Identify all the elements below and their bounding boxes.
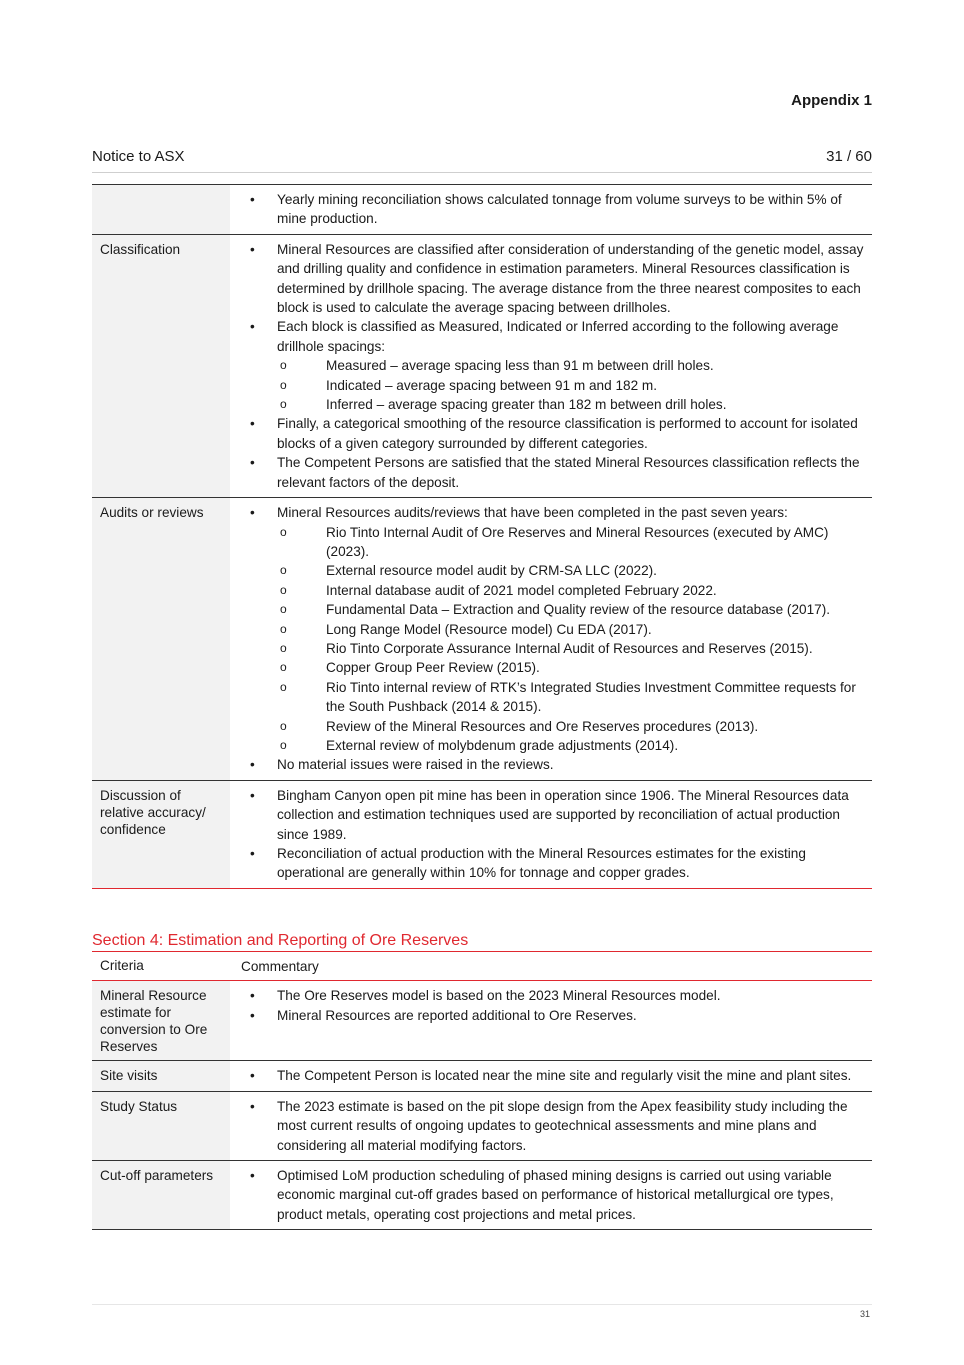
commentary-column-header: Commentary xyxy=(230,952,872,981)
criteria-column-header: Criteria xyxy=(92,952,230,981)
bullet-item xyxy=(241,755,866,774)
bullet-item xyxy=(241,1097,866,1155)
bullet-text: Yearly mining reconciliation shows calculated tonnage from volume surveys to be within 5% of mine production. xyxy=(277,192,842,227)
sub-bullet-item: o Rio Tinto Internal Audit of Ore Reserves and Mineral Resources (executed by AMC) (2023). xyxy=(277,523,866,562)
bullet-item xyxy=(241,786,866,844)
bullet-item xyxy=(241,986,866,1005)
table-header-row xyxy=(92,952,872,981)
criteria-cell: Audits or reviews xyxy=(92,498,230,781)
bullet-text: The Ore Reserves model is based on the 2023 Mineral Resources model. xyxy=(277,988,721,1004)
bullet-item xyxy=(241,844,866,883)
sub-bullet-item: o Copper Group Peer Review (2015). xyxy=(277,658,866,677)
sub-bullet-item: o External resource model audit by CRM-SA LLC (2022). xyxy=(277,561,866,580)
sub-bullet-item: o Rio Tinto Corporate Assurance Internal Audit of Resources and Reserves (2015). xyxy=(277,639,866,658)
criteria-cell: Discussion of relative accuracy/ confidence xyxy=(92,780,230,888)
sub-bullet-item: o Measured – average spacing less than 91 m between drill holes. xyxy=(277,356,866,375)
bullet-list xyxy=(241,1097,866,1155)
sub-bullet-item: o Indicated – average spacing between 91 m and 182 m. xyxy=(277,376,866,395)
bullet-list xyxy=(241,1166,866,1224)
table-row xyxy=(92,981,872,1061)
footer-divider xyxy=(92,1304,872,1305)
bullet-list xyxy=(241,986,866,1025)
bullet-list xyxy=(241,786,866,883)
commentary-cell xyxy=(230,981,872,1061)
page-counter: 31 / 60 xyxy=(826,148,872,165)
bullet-text: Reconciliation of actual production with the Mineral Resources estimates for the existing operational are generally within 10% for tonnage and copper grades. xyxy=(277,846,806,881)
bullet-item xyxy=(241,1006,866,1025)
bullet-item xyxy=(241,1166,866,1224)
criteria-cell: Mineral Resource estimate for conversion to Ore Reserves xyxy=(92,981,230,1061)
bullet-item xyxy=(241,503,866,755)
table-row xyxy=(92,1091,872,1160)
bullet-list xyxy=(241,503,866,775)
table-row xyxy=(92,1061,872,1091)
bullet-text: Bingham Canyon open pit mine has been in operation since 1906. The Mineral Resources data collection and estimation techniques used are supported by reconciliation of actual production since 1989. xyxy=(277,787,849,842)
sub-bullet-item: o Rio Tinto internal review of RTK’s Integrated Studies Investment Committee requests for the South Pushback (2014 & 2015). xyxy=(277,678,866,717)
bullet-item xyxy=(241,190,866,229)
bullet-list xyxy=(241,1066,866,1085)
bullet-text: Mineral Resources are classified after consideration of understanding of the genetic model, assay and drilling quality and confidence in estimation parameters. Mineral Resources classification is determined by drillhole spacing. The average distance from the three nearest composites to each block is used to calculate the average spacing between drillholes. xyxy=(277,241,864,316)
criteria-cell xyxy=(92,185,230,235)
criteria-cell: Study Status xyxy=(92,1091,230,1160)
footer-page-number: 31 xyxy=(859,1309,870,1319)
commentary-cell xyxy=(230,185,872,235)
section-title: Section 4: Estimation and Reporting of Ore Reserves xyxy=(92,932,469,949)
table-row xyxy=(92,498,872,781)
page-header xyxy=(92,148,872,165)
bullet-text: No material issues were raised in the reviews. xyxy=(277,757,554,773)
table-row xyxy=(92,1161,872,1230)
sub-bullet-item: o Review of the Mineral Resources and Ore Reserves procedures (2013). xyxy=(277,717,866,736)
table-row xyxy=(92,185,872,235)
bullet-text: Mineral Resources audits/reviews that have been completed in the past seven years: xyxy=(277,505,788,521)
sub-bullet-item: o Fundamental Data – Extraction and Quality review of the resource database (2017). xyxy=(277,600,866,619)
appendix-label: Appendix 1 xyxy=(791,92,872,109)
bullet-item xyxy=(241,1066,866,1085)
commentary-cell xyxy=(230,1061,872,1091)
document-title: Notice to ASX xyxy=(92,148,185,165)
sub-bullet-item: o Inferred – average spacing greater than 182 m between drill holes. xyxy=(277,395,866,414)
commentary-cell xyxy=(230,780,872,888)
bullet-list xyxy=(241,190,866,229)
criteria-cell: Site visits xyxy=(92,1061,230,1091)
bullet-text: The Competent Persons are satisfied that the stated Mineral Resources classification reflects the relevant factors of the deposit. xyxy=(277,455,860,490)
criteria-cell: Cut-off parameters xyxy=(92,1161,230,1230)
commentary-cell xyxy=(230,234,872,497)
sub-bullet-item: o Internal database audit of 2021 model completed February 2022. xyxy=(277,581,866,600)
bullet-text: Mineral Resources are reported additional to Ore Reserves. xyxy=(277,1007,637,1023)
bullet-text: The Competent Person is located near the mine site and regularly visit the mine and plant sites. xyxy=(277,1068,852,1084)
commentary-cell xyxy=(230,1161,872,1230)
bullet-text: Optimised LoM production scheduling of phased mining designs is carried out using variable economic marginal cut-off grades based on performance of historical metallurgical ore types, product metals, operating cost projections and metal prices. xyxy=(277,1168,834,1222)
commentary-cell xyxy=(230,1091,872,1160)
header-divider xyxy=(92,172,872,173)
bullet-list xyxy=(241,240,866,492)
bullet-item xyxy=(241,414,866,453)
sub-bullet-list xyxy=(277,523,866,756)
bullet-text: The 2023 estimate is based on the pit slope design from the Apex feasibility study including the most current results of ongoing updates to geotechnical assessments and mine plans and considering all material modifying factors. xyxy=(277,1098,848,1153)
bullet-text: Finally, a categorical smoothing of the resource classification is performed to account for isolated blocks of a given category surrounded by different categories. xyxy=(277,416,858,451)
bullet-item xyxy=(241,453,866,492)
bullet-item xyxy=(241,240,866,318)
bullet-text: Each block is classified as Measured, Indicated or Inferred according to the following average drillhole spacings: xyxy=(277,319,839,354)
table-row xyxy=(92,234,872,497)
commentary-cell xyxy=(230,498,872,781)
criteria-cell: Classification xyxy=(92,234,230,497)
sub-bullet-list xyxy=(277,356,866,414)
bullet-item xyxy=(241,317,866,414)
sub-bullet-item: o Long Range Model (Resource model) Cu EDA (2017). xyxy=(277,620,866,639)
sub-bullet-item: o External review of molybdenum grade adjustments (2014). xyxy=(277,736,866,755)
table-row xyxy=(92,780,872,888)
jorc-table-section4 xyxy=(92,951,872,1230)
jorc-table-section3 xyxy=(92,184,872,889)
